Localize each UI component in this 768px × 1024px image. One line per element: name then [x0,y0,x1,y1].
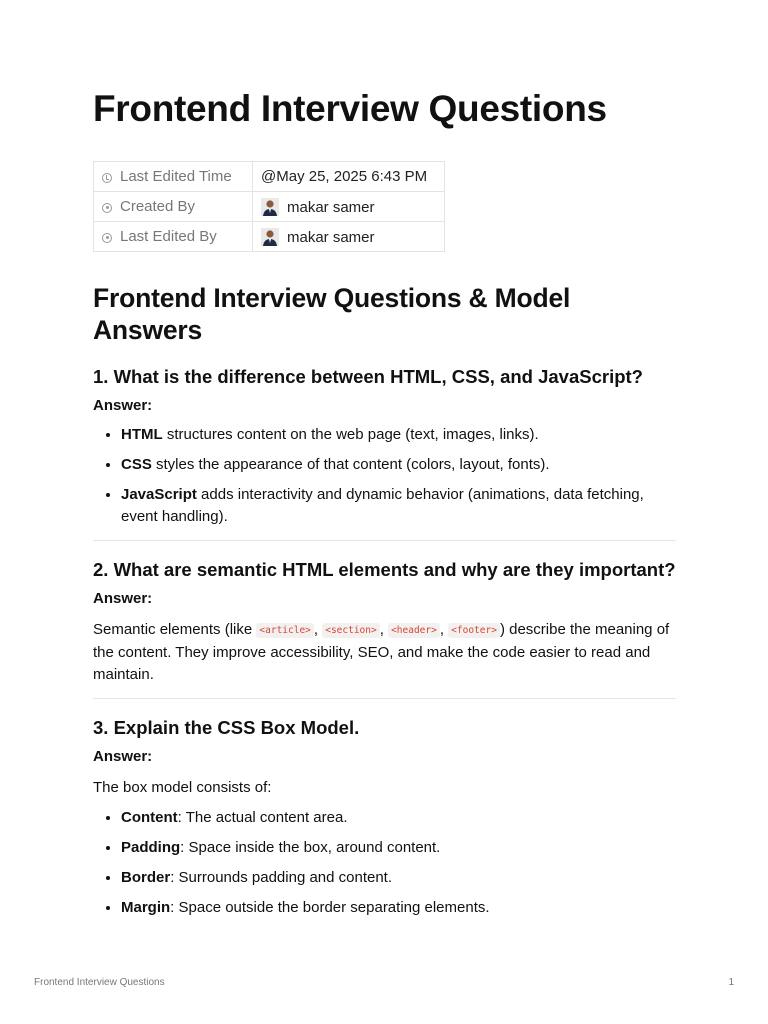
question-title: 3. Explain the CSS Box Model. [93,717,360,738]
list-item [121,424,676,446]
property-name: Last Edited Time [120,168,232,185]
inline-code: <header> [388,623,440,638]
property-name: Last Edited By [120,228,217,245]
answer-list [93,424,676,528]
question-1 [93,366,676,528]
list-item-term: Border [121,869,171,886]
list-item-text: : Space inside the box, around content. [180,839,441,856]
person-icon [102,203,112,213]
property-row-last-edited-time [94,162,445,192]
inline-code: <section> [322,623,379,638]
question-2 [93,559,676,686]
question-title: 1. What is the difference between HTML, CSS, and JavaScript? [93,366,643,387]
clock-icon [102,173,112,183]
list-item-text: : Surrounds padding and content. [170,869,393,886]
properties-table [93,161,445,252]
list-item-text: adds interactivity and dynamic behavior (animations, data fetching, event handling). [121,486,644,525]
footer-page-number: 1 [728,977,734,988]
property-row-last-edited-by [94,222,445,252]
avatar [261,198,279,216]
list-item [121,454,676,476]
list-item-text: : The actual content area. [177,809,348,826]
answer-label: Answer: [93,397,153,414]
property-value: @May 25, 2025 6:43 PM [261,168,428,185]
property-name-cell [94,222,253,252]
property-value-cell [253,192,445,222]
list-item-text: : Space outside the border separating elements. [170,899,490,916]
answer-paragraph [93,619,676,686]
property-row-created-by [94,192,445,222]
section-heading: Frontend Interview Questions & Model Answers [93,283,571,345]
property-value: makar samer [287,228,375,246]
property-name-cell [94,192,253,222]
paragraph-text: Semantic elements (like [93,621,257,638]
list-item-term: HTML [121,426,163,443]
avatar [261,228,279,246]
list-item [121,807,676,829]
property-name: Created By [120,198,196,215]
separator: , [313,621,323,638]
list-item-term: CSS [121,456,152,473]
question-3 [93,717,676,919]
list-item-text: structures content on the web page (text, images, links). [162,426,539,443]
list-item-term: Margin [121,899,171,916]
divider [93,698,676,699]
separator: , [439,621,449,638]
answer-list [93,807,676,919]
property-value-cell [253,162,445,192]
answer-label: Answer: [93,590,153,607]
person-icon [102,233,112,243]
property-value: makar samer [287,198,375,216]
divider [93,540,676,541]
list-item [121,897,676,919]
separator: , [379,621,389,638]
property-name-cell [94,162,253,192]
list-item [121,867,676,889]
list-item [121,837,676,859]
list-item-term: JavaScript [121,486,197,503]
question-title: 2. What are semantic HTML elements and why are they important? [93,559,676,580]
list-item-term: Padding [121,839,181,856]
list-item [121,484,676,528]
document-content [93,86,676,919]
paragraph-text: ) describe the meaning of the content. They improve accessibility, SEO, and make the code easier to read and maintain. [93,621,670,683]
footer-doc-name: Frontend Interview Questions [34,977,165,988]
answer-intro: The box model consists of: [93,779,272,796]
inline-code: <article> [256,623,313,638]
list-item-text: styles the appearance of that content (colors, layout, fonts). [151,456,550,473]
page-title: Frontend Interview Questions [93,88,607,129]
list-item-term: Content [121,809,178,826]
inline-code: <footer> [448,623,500,638]
property-value-cell [253,222,445,252]
answer-label: Answer: [93,748,153,765]
